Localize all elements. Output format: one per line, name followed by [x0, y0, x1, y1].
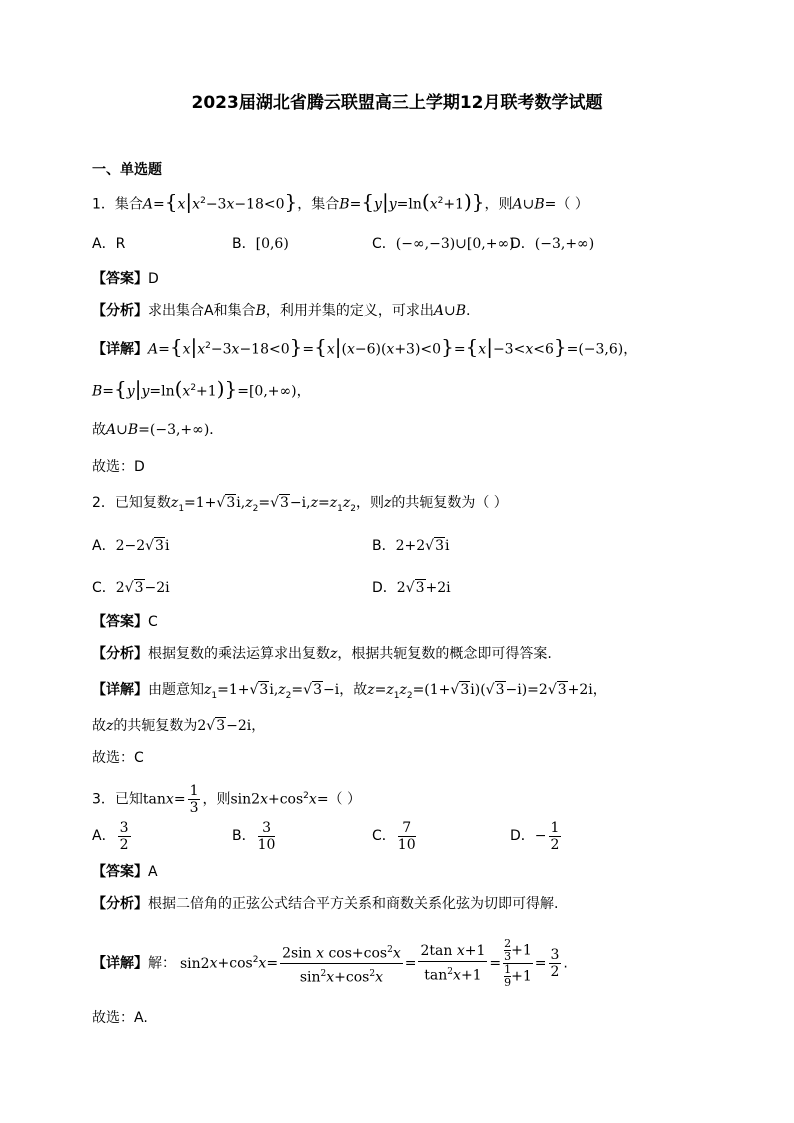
q2-stem: 2．已知复数$z_1=1+√3i,z_2=√3-i,z=z_1z_2$，则z的共轭复数为（ ） [92, 495, 508, 514]
page-title: 2023届湖北省腾云联盟高三上学期12月联考数学试题 [191, 93, 603, 113]
q1-choose: 故选：D [92, 459, 145, 475]
q2-option-d: D．2√3+2i [372, 580, 451, 596]
q1-analysis: 【分析】求出集合A和集合B，利用并集的定义，可求出A∪B. [92, 303, 471, 319]
q2-detail: 【详解】由题意知$z_1=1+√3i,z_2=√3-i$，故$z=z_1z_2=(1+√3i)(√3-i)=2√3+2i$， [92, 682, 607, 701]
q2-option-c: C．2√3−2i [92, 580, 170, 596]
q1-option-c: C．(−∞,−3)∪[0,+∞) [372, 236, 515, 252]
q1-stem: 1．集合$A=\{x|x^2-3x-18<0\}$，集合$B=\{y|y=\ln(x^2+1)\}$，则A∪B=（ ） [92, 189, 589, 214]
q3-option-c: C． $\frac{7}{10}$ [372, 819, 416, 853]
q2-answer: 【答案】C [92, 614, 158, 630]
q2-option-a: A．2−2√3i [92, 538, 170, 554]
q1-detail-set-b: $B=\{y|y=\ln(x^2+1)\}=[0,+\infty)$， [92, 376, 311, 401]
q3-option-d: D．− $\frac{1}{2}$ [510, 819, 560, 853]
q2-option-b: B．2+2√3i [372, 538, 450, 554]
q1-option-b: B．[0,6) [232, 236, 289, 252]
q3-option-b: B． $\frac{3}{10}$ [232, 819, 276, 853]
q2-analysis: 【分析】根据复数的乘法运算求出复数z，根据共轭复数的概念即可得答案. [92, 646, 552, 662]
q1-option-d: D．(−3,+∞) [510, 236, 595, 252]
q1-option-a: A．R [92, 236, 126, 252]
q3-answer: 【答案】A [92, 864, 158, 880]
section-heading: 一、单选题 [92, 162, 162, 178]
q3-detail: 【详解】解： $\sin 2x+\cos^2x=$ $\frac{2\sin x \cos+\cos^2x}{\sin^2x+\cos^2x}$ = $\frac{\text{2tan x+1}}{\tan^2x+1}$ = $\frac{2}{3}$ +1 $\frac{1}{9}$ +1 = $\frac{3}{2}$ . [92, 937, 568, 990]
q3-stem: 3．已知tanx= $\frac{1}{3}$ ，则$\sin 2x+\cos^2x=$（ ） [92, 783, 361, 817]
q1-conclusion: 故A∪B=(−3,+∞)． [92, 422, 224, 438]
q1-answer: 【答案】D [92, 271, 159, 287]
q2-choose: 故选：C [92, 750, 144, 766]
q2-conjugate: 故z的共轭复数为2√3−2i， [92, 718, 266, 734]
q3-analysis: 【分析】根据二倍角的正弦公式结合平方关系和商数关系化弦为切即可得解. [92, 896, 559, 912]
q3-choose: 故选：A. [92, 1010, 148, 1026]
q3-option-a: A． $\frac{3}{2}$ [92, 819, 129, 853]
q1-detail: 【详解】$A=\{x|x^2-3x-18<0\}=\{x|(x-6)(x+3)<0\}=\{x|-3<x<6\}=(-3,6)$， [92, 334, 638, 359]
